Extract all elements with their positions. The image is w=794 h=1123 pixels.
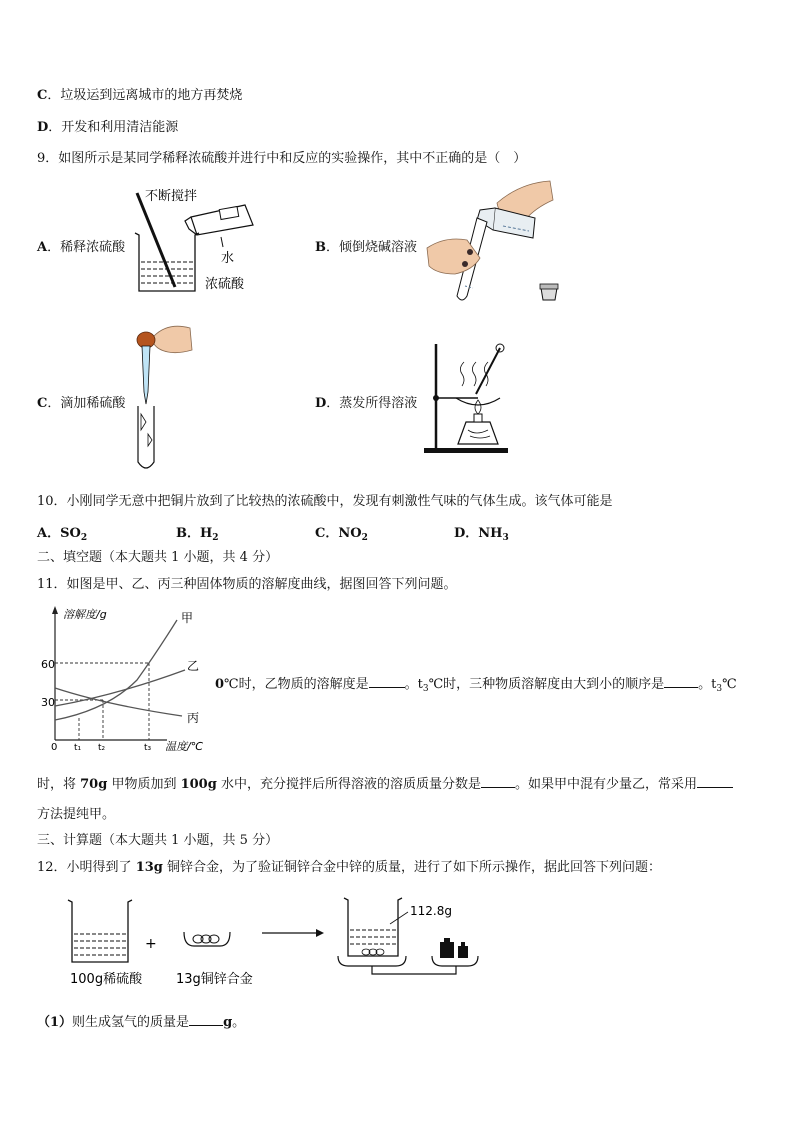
q12-stem: 12．小明得到了 13g 铜锌合金，为了验证铜锌合金中锌的质量，进行了如下所示操作，据此回答下列问题： [37, 860, 662, 875]
series-line-yi [55, 670, 185, 706]
series-label-bing: 丙 [187, 711, 200, 725]
x-tick-t1: t₁ [74, 743, 82, 753]
q10-option-d: D．$NH_3$ [454, 526, 509, 543]
q9-option-d: D．蒸发所得溶液 [315, 396, 418, 411]
series-label-yi: 乙 [187, 659, 200, 673]
label-beaker: 100g稀硫酸 [70, 972, 143, 987]
figure-a-dilution [125, 185, 265, 297]
q9-option-a: A．稀释浓硫酸 [37, 240, 126, 255]
y-tick-0: 0 [51, 742, 58, 753]
x-axis-label: 温度/℃ [165, 740, 204, 753]
label-acid: 浓硫酸 [205, 277, 245, 292]
figure-d-evaporation [418, 340, 518, 455]
solubility-chart [37, 600, 217, 756]
x-tick-t3: t₃ [144, 743, 152, 753]
figure-q12-experiment [60, 890, 480, 990]
section-3-heading: 三、计算题（本大题共 1 小题，共 5 分） [37, 833, 279, 848]
section-2-heading: 二、填空题（本大题共 1 小题，共 4 分） [37, 550, 279, 565]
q9-stem: 9．如图所示是某同学稀释浓硫酸并进行中和反应的实验操作，其中不正确的是（ ） [37, 151, 527, 166]
weight-1 [440, 942, 454, 958]
blank-2[interactable] [664, 675, 698, 688]
blank-1[interactable] [369, 675, 405, 688]
beaker-reaction [344, 898, 402, 956]
y-tick-30: 30 [41, 696, 55, 709]
q10-option-a: A．$SO_2$ [37, 526, 88, 543]
x-tick-t2: t₂ [98, 743, 106, 753]
q8-option-d: D．开发和利用清洁能源 [37, 120, 179, 135]
y-axis-label: 溶解度/g [63, 608, 107, 621]
label-mass: 112.8g [410, 904, 452, 918]
series-line-jia [55, 620, 177, 720]
figure-b-pouring [425, 178, 560, 306]
alloy-dish [184, 932, 230, 946]
plus-sign: + [145, 936, 157, 952]
q9-option-c: C．滴加稀硫酸 [37, 396, 126, 411]
blank-5[interactable] [189, 1013, 223, 1026]
weight-2 [458, 946, 468, 958]
figure-c-dropper [128, 322, 198, 472]
beaker-acid [68, 900, 132, 962]
label-alloy: 13g铜锌合金 [176, 972, 253, 987]
q10-option-b: B．$H_2$ [176, 526, 219, 543]
y-tick-60: 60 [41, 658, 55, 671]
q8-option-c: C．垃圾运到远离城市的地方再焚烧 [37, 88, 243, 103]
q11-line2: 时，将 70g 甲物质加到 100g 水中，充分搅拌后所得溶液的溶质质量分数是 。如果甲中混有少量乙，常采用 [37, 773, 733, 792]
q12-sub1: （1）则生成氢气的质量是 g。 [37, 1015, 246, 1030]
q11-stem: 11．如图是甲、乙、丙三种固体物质的溶解度曲线，据图回答下列问题。 [37, 577, 457, 592]
q9-option-b: B．倾倒烧碱溶液 [315, 240, 418, 255]
q11-line1: 0℃时，乙物质的溶解度是 。$t_3℃$时，三种物质溶解度由大到小的顺序是 。$t_3℃$ [215, 677, 737, 694]
q10-option-c: C．$NO_2$ [315, 526, 368, 543]
label-stir: 不断搅拌 [145, 189, 198, 204]
blank-3[interactable] [481, 775, 515, 788]
q10-stem: 10．小刚同学无意中把铜片放到了比较热的浓硫酸中，发现有刺激性气味的气体生成。该气体可能是 [37, 494, 613, 509]
series-label-jia: 甲 [181, 611, 194, 625]
q11-line3: 方法提纯甲。 [37, 807, 116, 822]
label-water: 水 [221, 251, 235, 266]
blank-4[interactable] [697, 775, 733, 788]
